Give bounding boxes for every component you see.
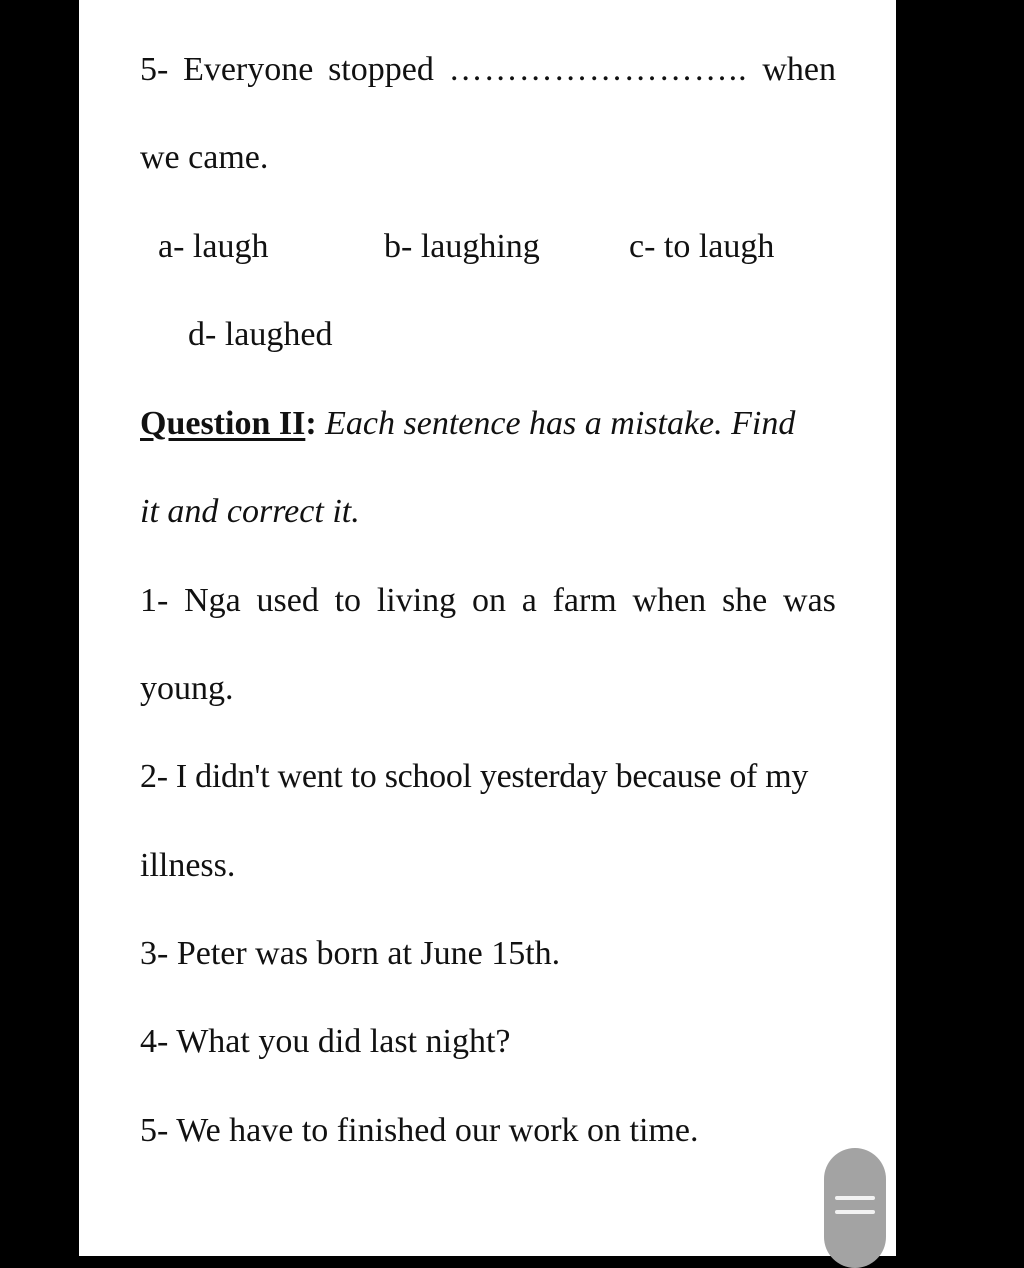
q2-item1-line2: young. — [140, 670, 234, 707]
q2-item1-word: Nga — [184, 582, 241, 619]
q1-item5-word-everyone: Everyone — [183, 51, 314, 88]
q2-item3: 3- Peter was born at June 15th. — [140, 935, 561, 972]
q1-item5-line2: we came. — [140, 139, 269, 176]
q2-item1-word: living — [376, 582, 457, 619]
q1-item5-number: 5- — [140, 51, 169, 88]
q2-item1-line1 — [140, 581, 836, 621]
option-b: b- laughing — [384, 228, 540, 265]
answer-blank: …………………….. — [448, 51, 748, 88]
option-c: c- to laugh — [629, 228, 775, 265]
q2-item1-word: was — [783, 582, 836, 619]
q2-item1-word: on — [471, 582, 506, 619]
q1-item5-word-stopped: stopped — [328, 51, 434, 88]
q2-item1-word: to — [334, 582, 362, 619]
q2-item5: 5- We have to finished our work on time. — [140, 1112, 699, 1149]
option-d: d- laughed — [188, 316, 333, 353]
question2-instruction-line2: it and correct it. — [140, 493, 360, 530]
q2-item1-word: she — [721, 582, 768, 619]
q2-item2-line1: 2- I didn't went to school yesterday because of my — [140, 758, 809, 795]
q2-item1-word: 1- — [140, 582, 169, 619]
question2-instruction-line1: Each sentence has a mistake. Find — [316, 405, 796, 442]
question2-colon: : — [305, 405, 317, 442]
q2-item1-word: when — [632, 582, 707, 619]
cropped-text-fragment — [289, 0, 359, 2]
q2-item1-word: used — [256, 582, 319, 619]
grip-line-icon — [835, 1196, 875, 1200]
question2-label: Question II — [140, 405, 306, 442]
grip-line-icon — [835, 1210, 875, 1214]
q2-item4: 4- What you did last night? — [140, 1023, 511, 1060]
option-a: a- laugh — [158, 228, 269, 265]
scroll-handle[interactable] — [824, 1148, 886, 1268]
document-page — [79, 0, 896, 1256]
q1-item5-word-when: when — [762, 51, 836, 88]
question2-heading — [140, 404, 836, 444]
q2-item2-line2: illness. — [140, 847, 236, 884]
q2-item1-word: a — [521, 582, 537, 619]
q2-item1-word: farm — [552, 582, 617, 619]
q1-item5-line1 — [140, 50, 836, 90]
